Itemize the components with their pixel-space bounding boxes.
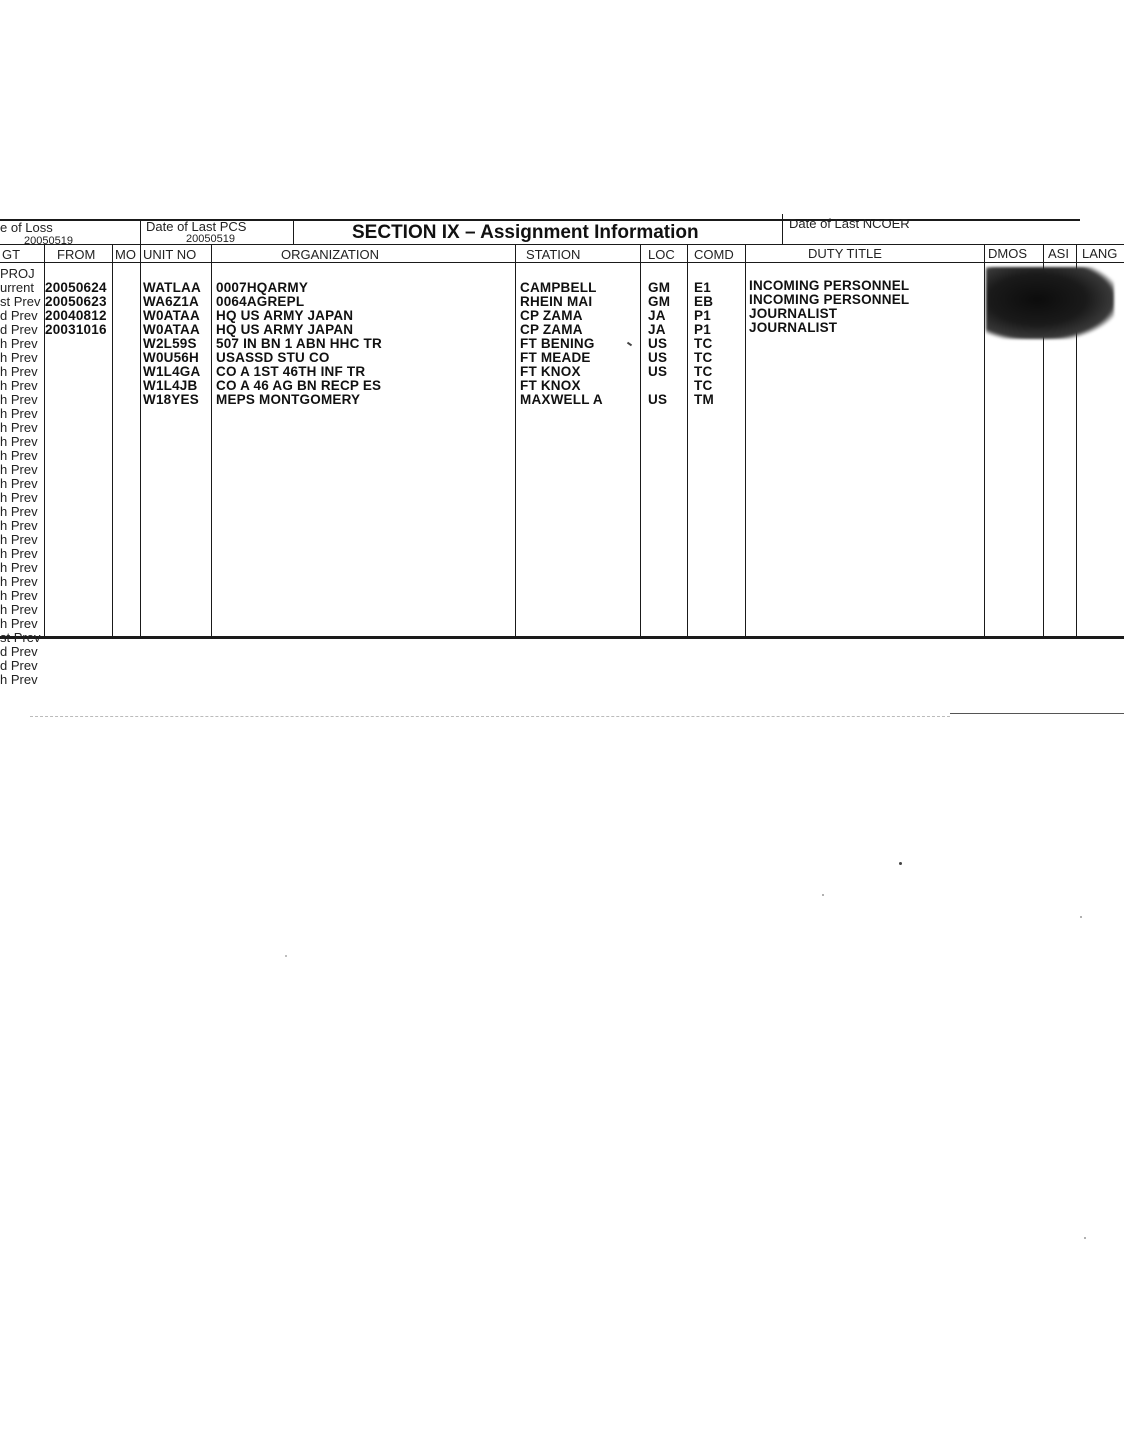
sgt-cell: d Prev	[0, 308, 38, 323]
comd-cell: TC	[694, 350, 713, 365]
column-separator	[112, 244, 113, 638]
station-cell: RHEIN MAI	[520, 294, 593, 309]
unit-no-cell: WATLAA	[143, 280, 201, 295]
header-divider	[0, 244, 1124, 245]
column-separator	[211, 244, 212, 638]
sgt-cell: h Prev	[0, 560, 38, 575]
sgt-cell: h Prev	[0, 588, 38, 603]
loc-cell: GM	[648, 294, 671, 309]
date-of-loss-value: 20050519	[24, 235, 73, 247]
column-header-organization: ORGANIZATION	[281, 247, 379, 262]
sgt-cell: h Prev	[0, 392, 38, 407]
duty-title-cell: INCOMING PERSONNEL	[749, 292, 910, 307]
column-header-unit-no: UNIT NO	[143, 247, 197, 262]
column-separator	[687, 244, 688, 638]
unit-no-column	[143, 281, 201, 407]
organization-cell: HQ US ARMY JAPAN	[216, 308, 354, 323]
scan-speck	[822, 894, 824, 896]
bottom-border	[0, 636, 1124, 639]
unit-no-cell: WA6Z1A	[143, 294, 199, 309]
scan-speck	[627, 342, 632, 347]
sgt-cell: h Prev	[0, 462, 38, 477]
loc-cell: US	[648, 392, 668, 407]
sgt-cell: h Prev	[0, 504, 38, 519]
section-title: SECTION IX – Assignment Information	[352, 222, 699, 243]
column-separator	[745, 244, 746, 638]
header-separator	[782, 214, 783, 245]
date-of-last-ncoer-label: Date of Last NCOER	[789, 216, 910, 231]
column-header-comd: COMD	[694, 247, 734, 262]
from-cell: 20050623	[45, 294, 107, 309]
column-header-lang: LANG	[1082, 246, 1118, 261]
sgt-cell: h Prev	[0, 476, 38, 491]
station-cell: FT KNOX	[520, 364, 581, 379]
station-column	[520, 281, 603, 407]
sgt-cell: st Prev	[0, 294, 41, 309]
loc-cell: US	[648, 336, 668, 351]
from-cell: 20050624	[45, 280, 107, 295]
station-cell: CP ZAMA	[520, 308, 583, 323]
comd-cell: TC	[694, 378, 713, 393]
scan-speck	[1084, 1237, 1086, 1239]
scan-speck	[899, 862, 902, 865]
station-cell: FT KNOX	[520, 378, 581, 393]
unit-no-cell: W1L4GA	[143, 364, 201, 379]
column-separator	[515, 244, 516, 638]
date-of-last-pcs-label: Date of Last PCS	[146, 219, 247, 234]
sgt-cell: h Prev	[0, 490, 38, 505]
sgt-cell: h Prev	[0, 518, 38, 533]
organization-cell: USASSD STU CO	[216, 350, 330, 365]
column-header-mo: MO	[115, 247, 136, 262]
column-header-from: FROM	[57, 247, 96, 262]
organization-cell: CO A 46 AG BN RECP ES	[216, 378, 382, 393]
column-separator	[640, 244, 641, 638]
scan-fold-line	[30, 716, 950, 718]
comd-column	[694, 281, 714, 407]
sgt-cell: d Prev	[0, 644, 38, 659]
comd-cell: P1	[694, 322, 711, 337]
column-header-asi: ASI	[1048, 246, 1069, 261]
station-cell: CP ZAMA	[520, 322, 583, 337]
organization-cell: 0007HQARMY	[216, 280, 309, 295]
column-header-dmos: DMOS	[988, 246, 1027, 261]
sgt-cell: h Prev	[0, 616, 38, 631]
date-of-last-pcs-value: 20050519	[186, 233, 235, 245]
sgt-cell: urrent	[0, 280, 34, 295]
unit-no-cell: W1L4JB	[143, 378, 198, 393]
sgt-cell: h Prev	[0, 420, 38, 435]
sgt-cell: st Prev	[0, 630, 41, 645]
sgt-column	[0, 267, 40, 687]
duty-title-column	[749, 279, 909, 335]
scan-speck	[285, 955, 287, 957]
loc-cell: JA	[648, 308, 666, 323]
comd-cell: E1	[694, 280, 711, 295]
column-header-duty-title: DUTY TITLE	[808, 246, 882, 261]
from-column	[45, 281, 107, 337]
column-header-divider	[0, 262, 1124, 263]
loc-cell	[648, 379, 670, 393]
scan-speck	[1080, 916, 1082, 918]
organization-cell: HQ US ARMY JAPAN	[216, 322, 354, 337]
organization-cell: CO A 1ST 46TH INF TR	[216, 364, 366, 379]
loc-cell: GM	[648, 280, 671, 295]
column-header-sgt: GT	[2, 247, 21, 262]
from-cell: 20031016	[45, 322, 107, 337]
comd-cell: TC	[694, 364, 713, 379]
comd-cell: TC	[694, 336, 713, 351]
organization-cell: 507 IN BN 1 ABN HHC TR	[216, 336, 382, 351]
header-separator	[293, 219, 294, 245]
sgt-cell: d Prev	[0, 322, 38, 337]
column-header-loc: LOC	[648, 247, 675, 262]
duty-title-cell: JOURNALIST	[749, 306, 838, 321]
organization-cell: MEPS MONTGOMERY	[216, 392, 361, 407]
column-separator	[140, 244, 141, 638]
sgt-cell: h Prev	[0, 378, 38, 393]
sgt-cell: h Prev	[0, 448, 38, 463]
sgt-cell: h Prev	[0, 602, 38, 617]
unit-no-cell: W2L59S	[143, 336, 197, 351]
organization-column	[216, 281, 382, 407]
sgt-cell: h Prev	[0, 336, 38, 351]
station-cell: MAXWELL A	[520, 392, 603, 407]
sgt-cell: d Prev	[0, 658, 38, 673]
sgt-cell: h Prev	[0, 364, 38, 379]
duty-title-cell: JOURNALIST	[749, 320, 838, 335]
sgt-cell: h Prev	[0, 574, 38, 589]
header-separator	[140, 219, 141, 245]
column-separator	[984, 244, 985, 638]
sgt-cell: h Prev	[0, 406, 38, 421]
loc-cell: JA	[648, 322, 666, 337]
unit-no-cell: W0ATAA	[143, 322, 200, 337]
duty-title-cell: INCOMING PERSONNEL	[749, 278, 910, 293]
sgt-cell: h Prev	[0, 546, 38, 561]
sgt-cell: h Prev	[0, 532, 38, 547]
loc-column	[648, 281, 670, 407]
sgt-cell: h Prev	[0, 434, 38, 449]
sgt-cell: h Prev	[0, 350, 38, 365]
unit-no-cell: W18YES	[143, 392, 199, 407]
sgt-cell: h Prev	[0, 672, 38, 687]
station-cell: FT MEADE	[520, 350, 591, 365]
loc-cell: US	[648, 350, 668, 365]
comd-cell: TM	[694, 392, 714, 407]
station-cell: CAMPBELL	[520, 280, 597, 295]
organization-cell: 0064AGREPL	[216, 294, 305, 309]
comd-cell: P1	[694, 308, 711, 323]
unit-no-cell: W0U56H	[143, 350, 199, 365]
scan-fold-line	[950, 713, 1124, 714]
redaction-mark	[986, 267, 1114, 339]
comd-cell: EB	[694, 294, 714, 309]
sgt-cell: PROJ	[0, 266, 35, 281]
date-of-loss-label: e of Loss	[0, 220, 53, 235]
loc-cell: US	[648, 364, 668, 379]
from-cell: 20040812	[45, 308, 107, 323]
station-cell: FT BENING	[520, 336, 595, 351]
unit-no-cell: W0ATAA	[143, 308, 200, 323]
column-header-station: STATION	[526, 247, 581, 262]
